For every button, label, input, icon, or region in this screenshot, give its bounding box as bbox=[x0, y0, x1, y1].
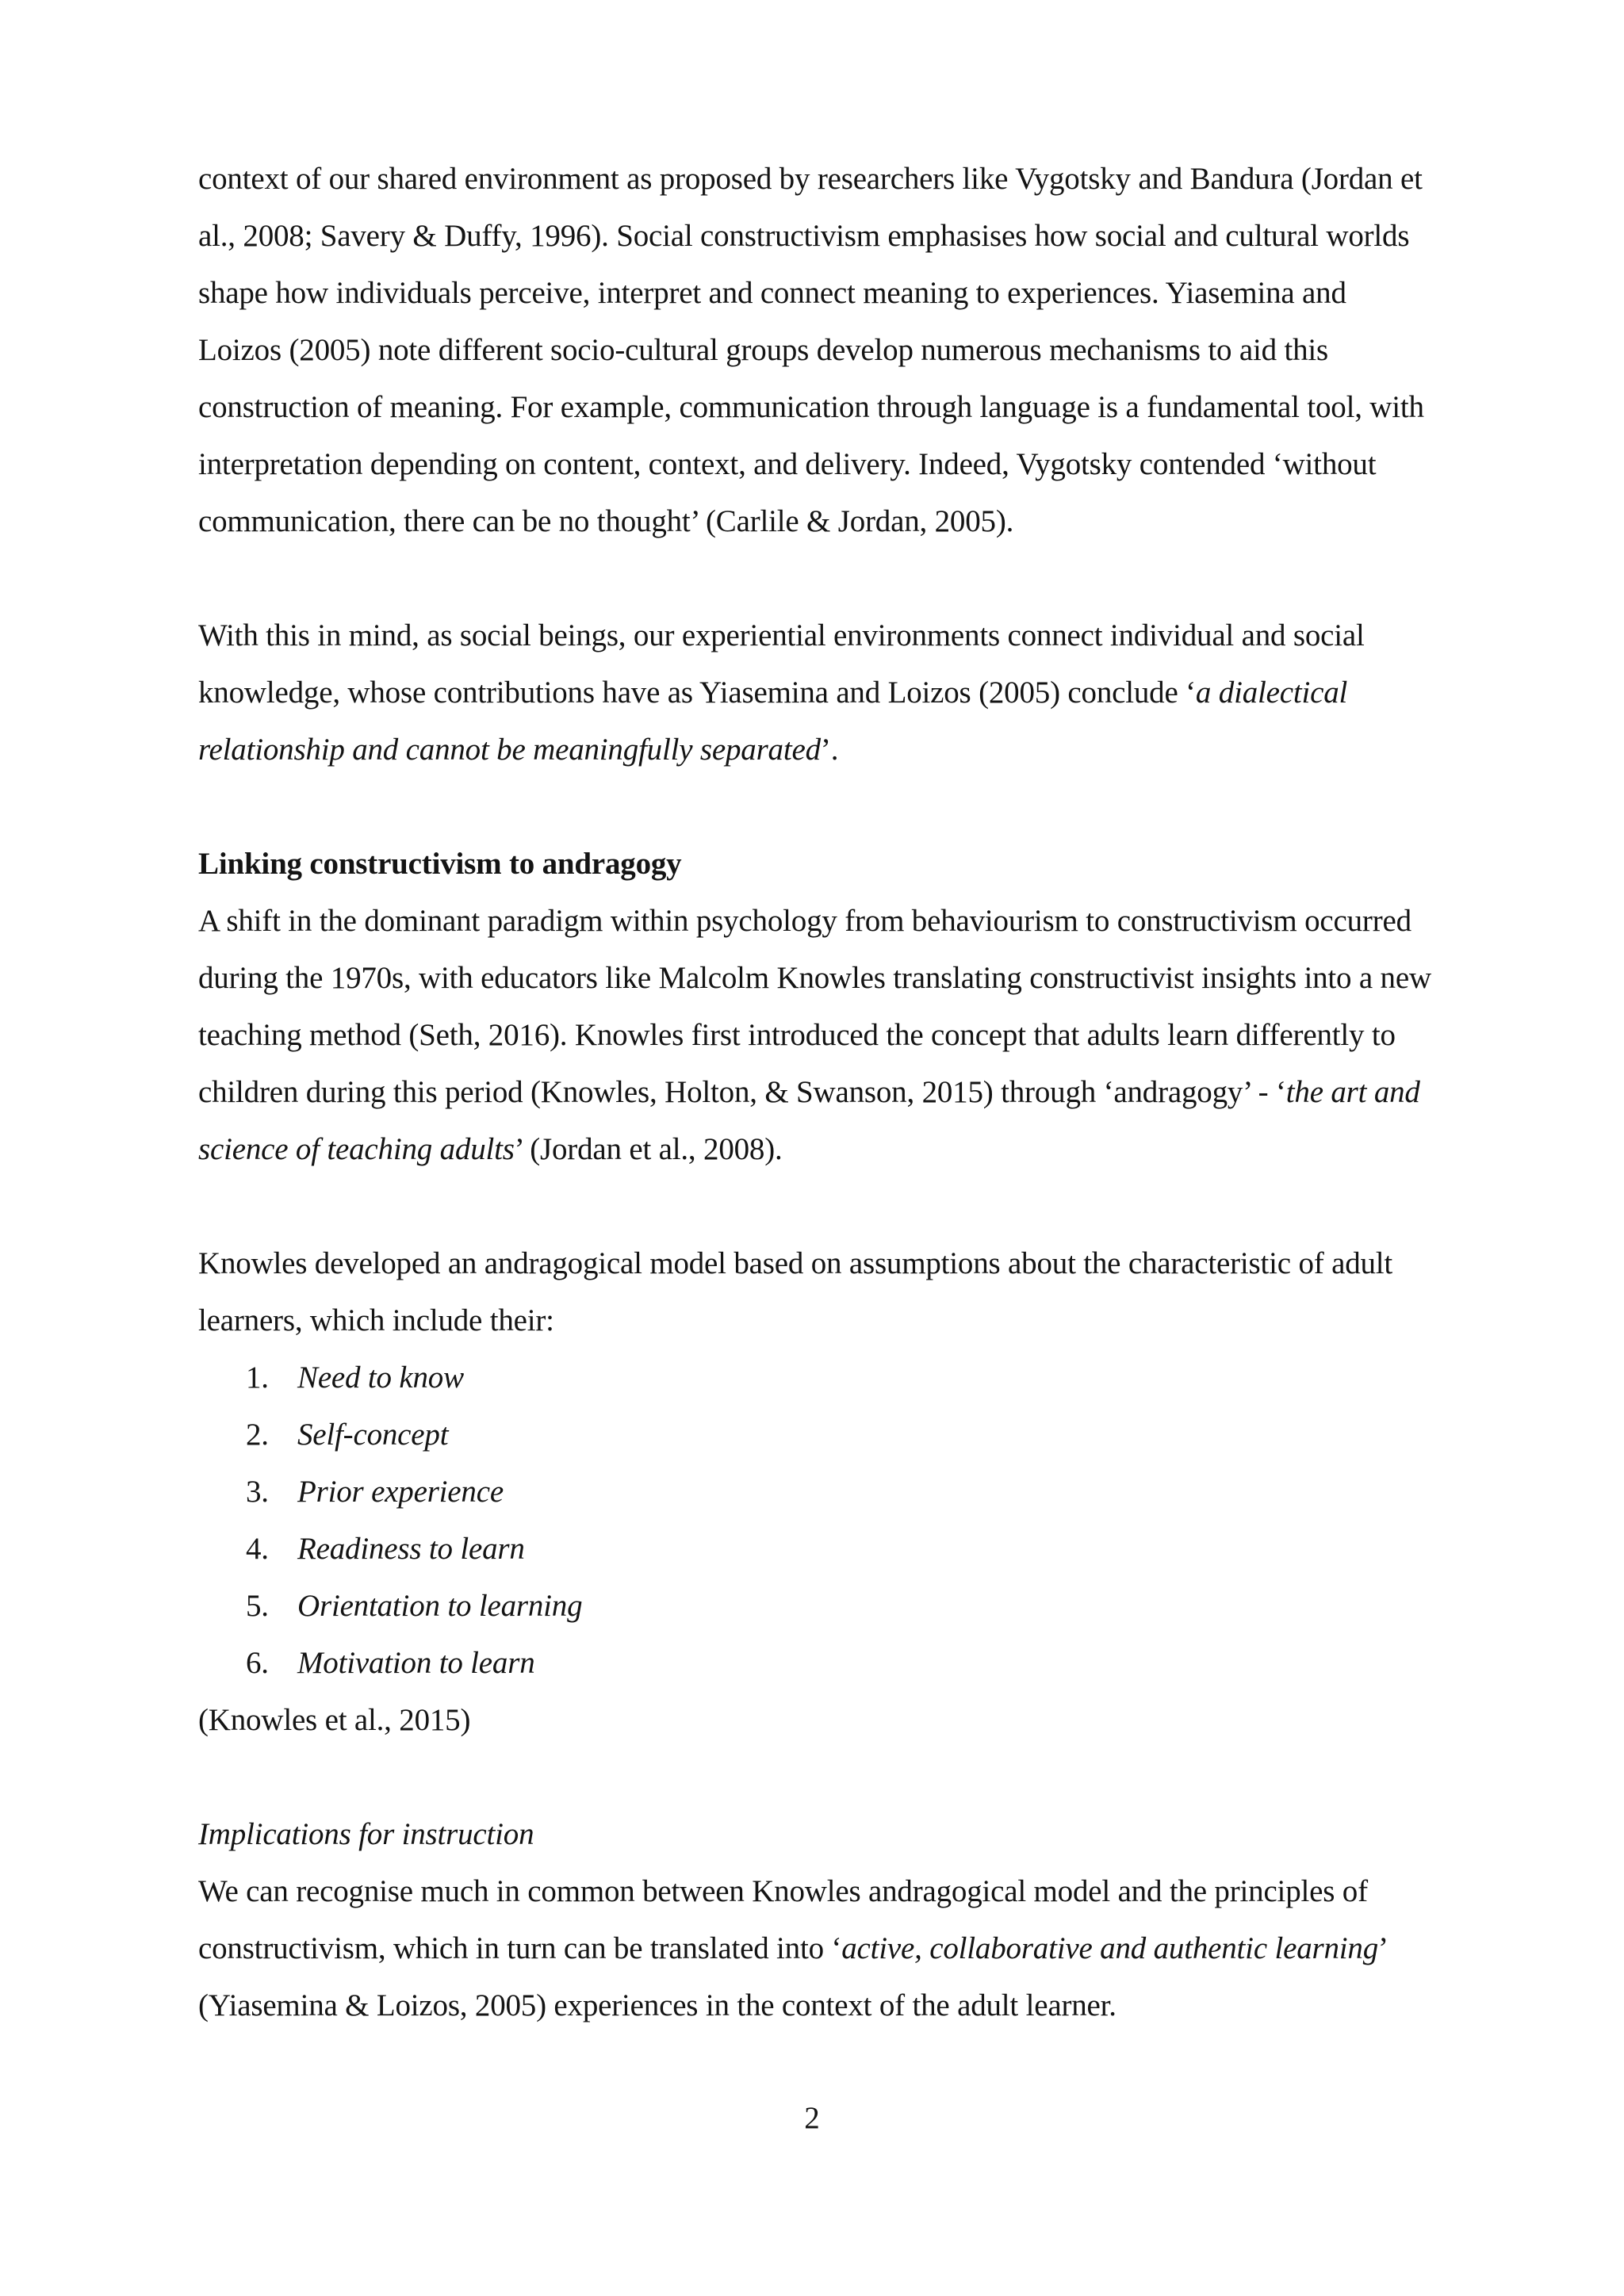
section-heading: Linking constructivism to andragogy bbox=[198, 847, 682, 881]
list-number: 2. bbox=[246, 1418, 269, 1452]
page-number: 2 bbox=[804, 2101, 820, 2135]
list-citation: (Knowles et al., 2015) bbox=[198, 1703, 471, 1737]
paragraph-social-beings bbox=[198, 607, 1435, 779]
subsection-heading: Implications for instruction bbox=[198, 1817, 534, 1851]
list-number: 6. bbox=[246, 1646, 269, 1680]
paragraph-text: With this in mind, as social beings, our experiential environments connect individual and social knowledge, whose contributions have as Yiasemina and Loizos (2005) conclude ‘ bbox=[198, 618, 1365, 710]
paragraph-gap bbox=[198, 550, 1435, 607]
paragraph-text: ’. bbox=[820, 733, 839, 767]
list-item bbox=[198, 1464, 1435, 1521]
paragraph-gap bbox=[198, 1178, 1435, 1235]
paragraph-gap bbox=[198, 779, 1435, 836]
italic-quote: active, collaborative and authentic learning bbox=[841, 1931, 1379, 1965]
italic-quote: a dialectical relationship and cannot be meaningfully separated bbox=[198, 675, 1348, 767]
paragraph-text: We can recognise much in common between Knowles andragogical model and the principles of constructivism, which in turn can be translated into ‘ bbox=[198, 1874, 1368, 1965]
list-item-text: Readiness to learn bbox=[297, 1532, 525, 1566]
list-item-text: Prior experience bbox=[297, 1475, 504, 1509]
assumptions-list bbox=[198, 1349, 1435, 1692]
paragraph-andragogical-model: Knowles developed an andragogical model based on assumptions about the characteristic of adult learners, which include their: bbox=[198, 1246, 1393, 1337]
page-body bbox=[198, 151, 1435, 2034]
paragraph-gap bbox=[198, 1749, 1435, 1806]
list-item-text: Motivation to learn bbox=[297, 1646, 535, 1680]
list-item bbox=[198, 1521, 1435, 1578]
list-number: 3. bbox=[246, 1475, 269, 1509]
list-item bbox=[198, 1635, 1435, 1692]
paragraph-text: ’ (Yiasemina & Loizos, 2005) experiences in the context of the adult learner. bbox=[198, 1931, 1386, 2022]
list-item bbox=[198, 1349, 1435, 1406]
list-item bbox=[198, 1578, 1435, 1635]
list-number: 4. bbox=[246, 1532, 269, 1566]
list-number: 1. bbox=[246, 1360, 269, 1395]
list-item-text: Orientation to learning bbox=[297, 1589, 583, 1623]
list-number: 5. bbox=[246, 1589, 269, 1623]
paragraph-implications bbox=[198, 1863, 1435, 2034]
paragraph-text: ’ (Jordan et al., 2008). bbox=[514, 1132, 783, 1166]
paragraph-text: A shift in the dominant paradigm within psychology from behaviourism to constructivism occurred during the 1970s, with educators like Malcolm Knowles translating constructivist insights into a new teaching method (Seth, 2016). Knowles first introduced the concept that adults learn differently to children during this period (Knowles, Holton, & Swanson, 2015) through ‘andragogy’ - ‘ bbox=[198, 904, 1431, 1109]
list-item-text: Need to know bbox=[297, 1360, 464, 1395]
paragraph-social-constructivism: context of our shared environment as proposed by researchers like Vygotsky and Bandura (Jordan et al., 2008; Savery & Duffy, 1996). Social constructivism emphasises how social and cultural worlds shape how individuals perceive, interpret and connect meaning to experiences. Yiasemina and Loizos (2005) note different socio-cultural groups develop numerous mechanisms to aid this construction of meaning. For example, communication through language is a fundamental tool, with interpretation depending on content, context, and delivery. Indeed, Vygotsky contended ‘without communication, there can be no thought’ (Carlile & Jordan, 2005). bbox=[198, 162, 1424, 538]
list-item-text: Self-concept bbox=[297, 1418, 449, 1452]
list-item bbox=[198, 1406, 1435, 1464]
paragraph-paradigm-shift bbox=[198, 893, 1435, 1178]
italic-quote: the art and science of teaching adults bbox=[198, 1075, 1420, 1166]
